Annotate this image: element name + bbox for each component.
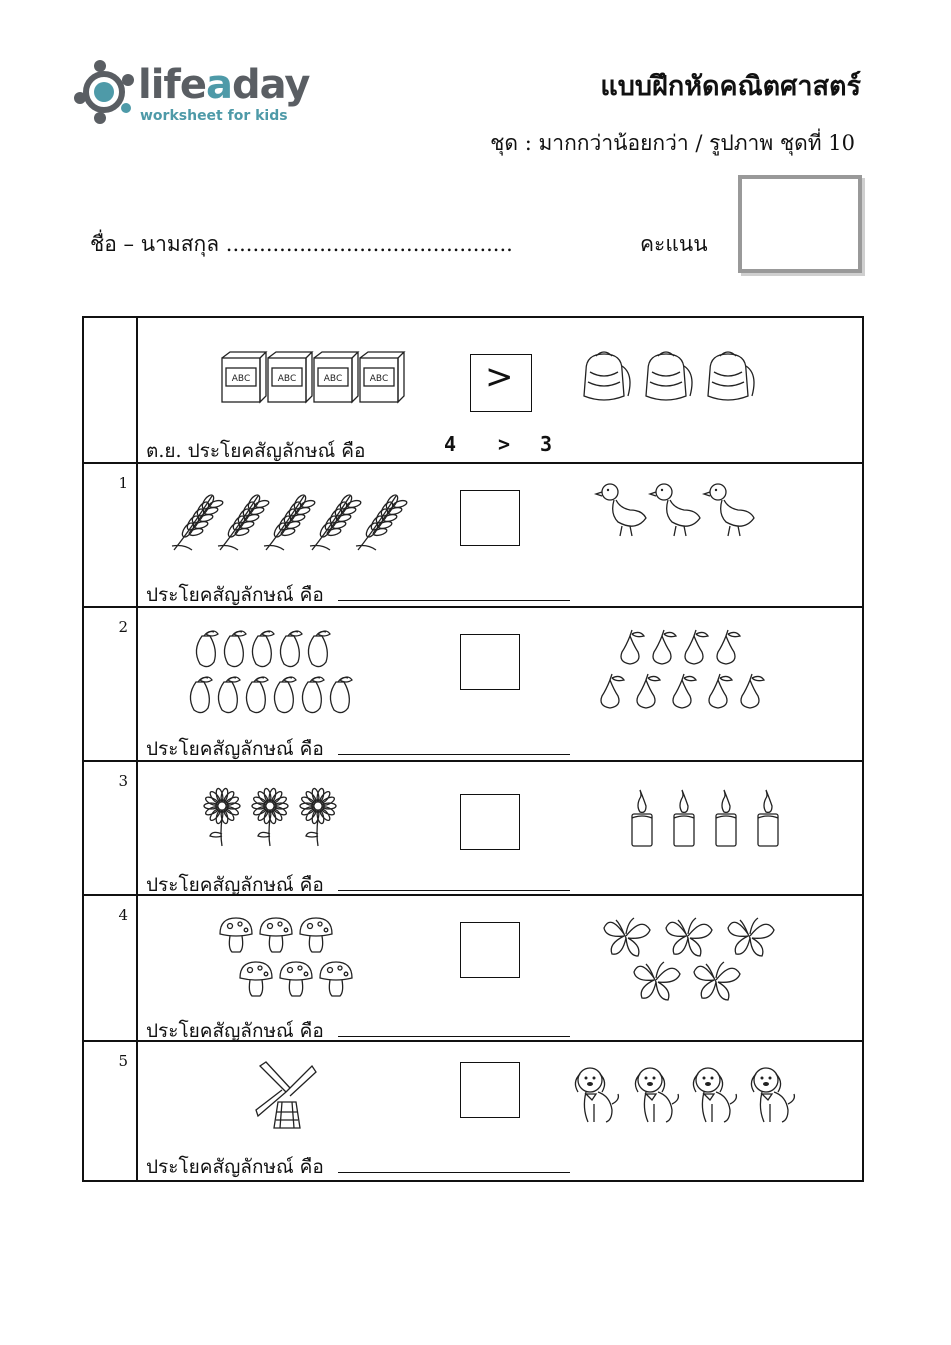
- number-cell: [84, 1042, 138, 1182]
- page-subtitle: ชุด : มากกว่าน้อยกว่า / รูปภาพ ชุดที่ 10: [490, 131, 855, 155]
- pear-icon: [685, 630, 708, 664]
- wheat-icon: [264, 493, 316, 550]
- compare-box[interactable]: [460, 922, 520, 978]
- example-sentence: [146, 432, 553, 466]
- mushroom-icon: [260, 918, 292, 952]
- pear-icon-group: [598, 630, 768, 716]
- butterfly-icon-group: [602, 914, 782, 1004]
- pear-icon: [717, 630, 740, 664]
- svg-text:ABC: ABC: [277, 374, 297, 384]
- butterfly-icon: [728, 918, 774, 956]
- exercise-row-3: [84, 762, 862, 896]
- example-symbol: >: [485, 357, 514, 397]
- pear-icon: [709, 674, 732, 708]
- duck-icon: [704, 484, 754, 536]
- exercise-row-5: [84, 1042, 862, 1182]
- answer-blank[interactable]: [338, 586, 570, 601]
- duck-icon: [650, 484, 700, 536]
- mango-icon-group: [194, 630, 374, 722]
- butterfly-icon: [666, 918, 712, 956]
- compare-box[interactable]: [460, 1062, 520, 1118]
- row-number: 4: [118, 906, 128, 924]
- puppy-icon: [575, 1068, 618, 1122]
- row-number: 3: [118, 772, 128, 790]
- example-answer-right: 3: [540, 432, 553, 456]
- mango-icon: [246, 677, 268, 713]
- logo-tagline: worksheet for kids: [140, 108, 288, 124]
- sentence-line: [146, 734, 570, 764]
- candle-icon-group: [630, 788, 790, 850]
- puppy-icon: [635, 1068, 678, 1122]
- wheat-icon-group: [170, 490, 410, 554]
- sentence-line: [146, 1152, 570, 1182]
- pear-icon: [673, 674, 696, 708]
- answer-blank[interactable]: [338, 876, 570, 891]
- windmill-icon: [256, 1062, 316, 1128]
- butterfly-icon: [604, 918, 650, 956]
- mango-icon: [190, 677, 212, 713]
- book-icon: [314, 352, 358, 402]
- mushroom-icon: [300, 918, 332, 952]
- answer-blank[interactable]: [338, 1022, 570, 1037]
- candle-icon: [716, 790, 736, 846]
- score-label: คะแนน: [640, 232, 708, 256]
- sentence-label: ประโยคสัญลักษณ์ คือ: [146, 874, 324, 896]
- book-icon-group: [220, 348, 410, 404]
- mushroom-icon-group: [218, 916, 358, 1004]
- number-cell: [84, 896, 138, 1040]
- row-number: 2: [118, 618, 128, 636]
- number-cell: [84, 762, 138, 894]
- sentence-label: ประโยคสัญลักษณ์ คือ: [146, 738, 324, 760]
- backpack-icon: [708, 352, 754, 400]
- logo-wordmark: lifeaday: [138, 62, 310, 108]
- compare-box[interactable]: [460, 794, 520, 850]
- row-number: 5: [118, 1052, 128, 1070]
- worksheet-table: [82, 316, 864, 1182]
- mango-icon: [330, 677, 352, 713]
- backpack-icon: [584, 352, 630, 400]
- example-symbol-box: [470, 354, 532, 412]
- wheat-icon: [356, 493, 408, 550]
- wheat-icon: [310, 493, 362, 550]
- duck-icon-group: [596, 478, 756, 552]
- candle-icon: [632, 790, 652, 846]
- windmill-icon-group: [256, 1062, 316, 1132]
- backpack-icon-group: [580, 348, 770, 404]
- pear-icon: [621, 630, 644, 664]
- mango-icon: [308, 631, 330, 667]
- sentence-label: ประโยคสัญลักษณ์ คือ: [146, 584, 324, 606]
- compare-box[interactable]: [460, 634, 520, 690]
- candle-icon: [674, 790, 694, 846]
- exercise-row-4: [84, 896, 862, 1042]
- page-title: แบบฝึกหัดคณิตศาสตร์: [600, 71, 861, 102]
- butterfly-icon: [634, 962, 680, 1000]
- mushroom-icon: [240, 962, 272, 996]
- sentence-label: ประโยคสัญลักษณ์ คือ: [146, 1020, 324, 1042]
- sentence-label: ประโยคสัญลักษณ์ คือ: [146, 1156, 324, 1178]
- wheat-icon: [218, 493, 270, 550]
- mango-icon: [218, 677, 240, 713]
- candle-icon: [758, 790, 778, 846]
- book-icon: [360, 352, 404, 402]
- mango-icon: [302, 677, 324, 713]
- pear-icon: [601, 674, 624, 708]
- answer-blank[interactable]: [338, 1158, 570, 1173]
- puppy-icon: [751, 1068, 794, 1122]
- svg-text:ABC: ABC: [323, 374, 343, 384]
- flower-icon: [252, 788, 288, 846]
- pear-icon: [741, 674, 764, 708]
- flower-icon-group: [202, 788, 352, 850]
- mushroom-icon: [320, 962, 352, 996]
- pear-icon: [637, 674, 660, 708]
- butterfly-icon: [694, 962, 740, 1000]
- example-answer-symbol: >: [498, 432, 511, 456]
- backpack-icon: [646, 352, 692, 400]
- sentence-line: [146, 580, 570, 610]
- mushroom-icon: [220, 918, 252, 952]
- mango-icon: [280, 631, 302, 667]
- number-cell: [84, 464, 138, 606]
- puppy-icon-group: [572, 1064, 804, 1134]
- score-box[interactable]: [738, 175, 862, 273]
- flower-icon: [300, 788, 336, 846]
- example-answer-left: 4: [444, 432, 457, 456]
- number-cell: [84, 608, 138, 760]
- row-number: 1: [118, 474, 128, 492]
- mango-icon: [196, 631, 218, 667]
- exercise-row-2: [84, 608, 862, 762]
- duck-icon: [596, 484, 646, 536]
- book-icon: [268, 352, 312, 402]
- mushroom-icon: [280, 962, 312, 996]
- flower-icon: [204, 788, 240, 846]
- compare-box[interactable]: [460, 490, 520, 546]
- example-sentence-label: ต.ย. ประโยคสัญลักษณ์ คือ: [146, 440, 366, 462]
- mango-icon: [252, 631, 274, 667]
- example-row: [84, 318, 862, 464]
- answer-blank[interactable]: [338, 740, 570, 755]
- svg-text:ABC: ABC: [231, 374, 251, 384]
- svg-text:ABC: ABC: [369, 374, 389, 384]
- pear-icon: [653, 630, 676, 664]
- puppy-icon: [693, 1068, 736, 1122]
- name-field[interactable]: ชื่อ – นามสกุล ...........................................: [90, 232, 513, 256]
- exercise-row-1: [84, 464, 862, 608]
- wheat-icon: [172, 493, 224, 550]
- mango-icon: [224, 631, 246, 667]
- number-cell: [84, 318, 138, 462]
- book-icon: [222, 352, 266, 402]
- mango-icon: [274, 677, 296, 713]
